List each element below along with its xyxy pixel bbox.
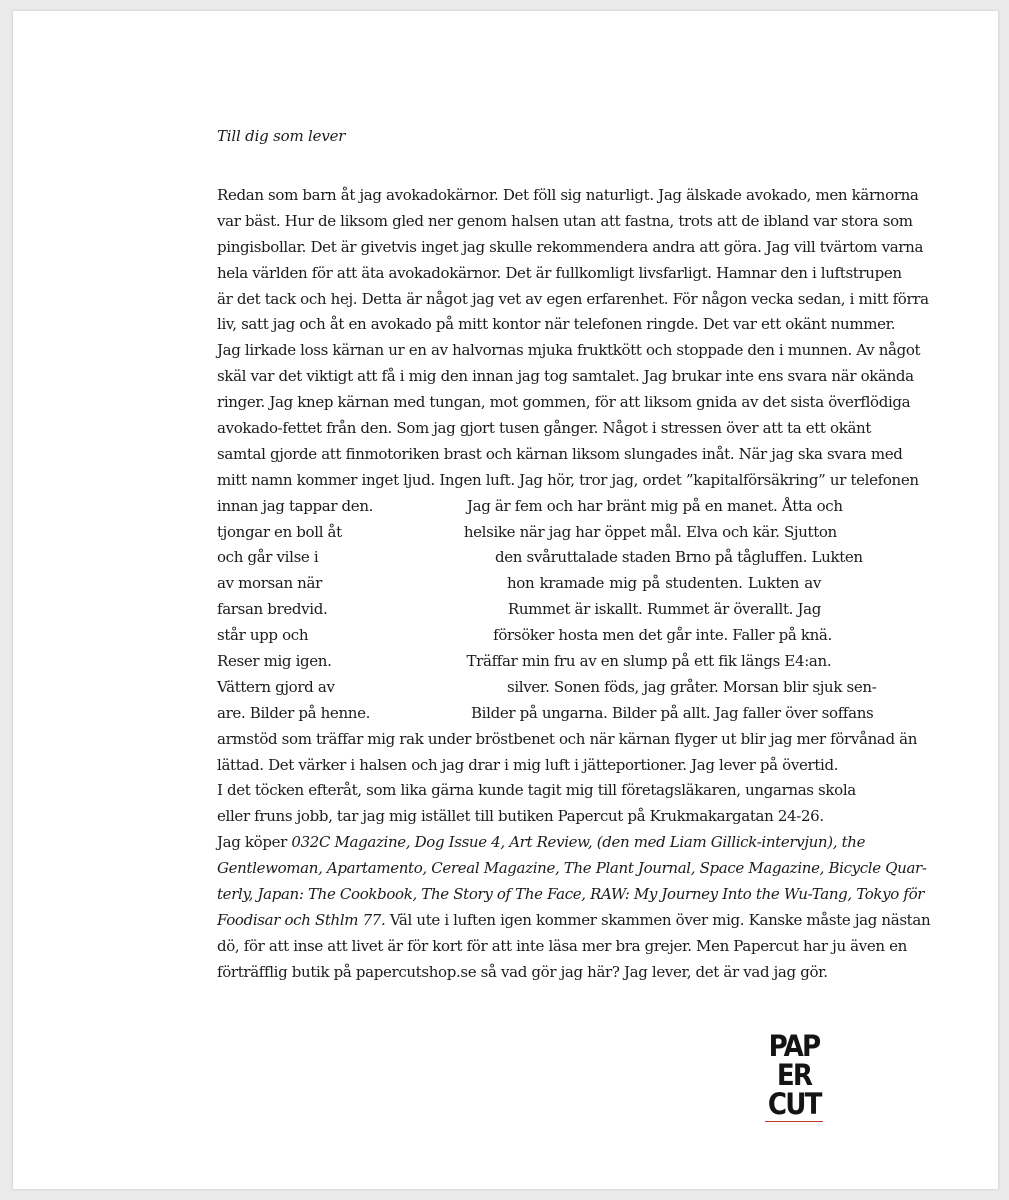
magazine-titles: 032C Magazine, Dog Issue 4, Art Review, (den med Liam Gillick-intervjun), the [291, 833, 866, 852]
magazine-titles: Foodisar och Sthlm 77. [217, 910, 386, 929]
logo-text-line: ER [776, 1058, 812, 1092]
split-left-text: står upp och [217, 626, 309, 645]
split-right-text: silver. Sonen föds, jag gråter. Morsan blir sjuk sen- [507, 677, 877, 696]
text-line: Jag lirkade loss kärnan ur en av halvornas mjuka fruktkött och stoppade den i munnen. Av något [217, 341, 921, 360]
text-segment: Jag köper [217, 833, 292, 852]
body-text [217, 183, 931, 986]
split-line [217, 675, 877, 701]
split-line [217, 545, 863, 571]
logo-text-line: PAP [768, 1029, 820, 1063]
magazine-line [217, 830, 866, 856]
split-line [217, 649, 832, 675]
split-left-text: och går vilse i [217, 548, 319, 567]
split-line [217, 623, 832, 649]
split-right-text: Bilder på ungarna. Bilder på allt. Jag faller över soffans [471, 703, 874, 722]
split-line [217, 494, 843, 520]
split-left-text: are. Bilder på henne. [217, 703, 371, 722]
split-right-text: Träffar min fru av en slump på ett fik längs E4:an. [466, 652, 832, 671]
text-line: liv, satt jag och åt en avokado på mitt kontor när telefonen ringde. Det var ett okänt nummer. [217, 315, 896, 334]
text-segment: Väl ute i luften igen kommer skammen över mig. Kanske måste jag nästan [385, 910, 931, 929]
text-line: är det tack och hej. Detta är något jag vet av egen erfarenhet. För någon vecka sedan, i mitt förra [217, 289, 929, 308]
text-line: hela världen för att äta avokadokärnor. Det är fullkomligt livsfarligt. Hamnar den i luftstrupen [217, 263, 902, 282]
split-right-text: Rummet är iskallt. Rummet är överallt. Jag [507, 600, 821, 619]
document-page [13, 11, 998, 1189]
logo-text-line: CUT [767, 1087, 821, 1121]
text-line: Redan som barn åt jag avokadokärnor. Det föll sig naturligt. Jag älskade avokado, men kärnorna [217, 186, 919, 204]
text-line: samtal gjorde att finmotoriken brast och kärnan liksom slungades inåt. När jag ska svara med [217, 444, 903, 463]
magazine-titles: Gentlewoman, Apartamento, Cereal Magazine, The Plant Journal, Space Magazine, Bicycle Quar- [217, 859, 927, 878]
split-right-text: helsike när jag har öppet mål. Elva och kär. Sjutton [463, 522, 837, 541]
split-line [217, 520, 837, 546]
text-line: mitt namn kommer inget ljud. Ingen luft. Jag hör, tror jag, ordet ”kapitalförsäkring” ur telefonen [217, 470, 919, 489]
split-right-text: försöker hosta men det går inte. Faller på knä. [493, 626, 832, 645]
papercut-logo [765, 1029, 823, 1122]
text-line: ringer. Jag knep kärnan med tungan, mot gommen, för att liksom gnida av det sista överflödiga [217, 393, 911, 412]
magazine-line [217, 908, 931, 934]
text-line: var bäst. Hur de liksom gled ner genom halsen utan att fastna, trots att de ibland var stora som [217, 211, 913, 230]
text-line: avokado-fettet från den. Som jag gjort tusen gånger. Något i stressen över att ta ett okänt [217, 419, 872, 438]
split-line [217, 701, 874, 727]
split-line [217, 571, 821, 597]
split-left-text: Reser mig igen. [217, 652, 332, 671]
text-line: dö, för att inse att livet är för kort för att inte läsa mer bra grejer. Men Papercut har ju även en [217, 936, 907, 955]
split-left-text: Vättern gjord av [217, 677, 335, 696]
split-right-text: Jag är fem och har bränt mig på en manet. Åtta och [467, 496, 843, 515]
split-left-text: farsan bredvid. [217, 600, 328, 619]
text-line: armstöd som träffar mig rak under bröstbenet och när kärnan flyger ut blir jag mer förvånad än [217, 729, 918, 748]
text-line: eller fruns jobb, tar jag mig istället till butiken Papercut på Krukmakargatan 24-26. [217, 807, 824, 826]
text-line: förträfflig butik på papercutshop.se så vad gör jag här? Jag lever, det är vad jag gör. [217, 962, 828, 981]
split-left-text: tjongar en boll åt [217, 522, 342, 541]
split-right-text: den svåruttalade staden Brno på tågluffen. Lukten [495, 548, 863, 567]
text-line: pingisbollar. Det är givetvis inget jag skulle rekommendera andra att göra. Jag vill tvärtom varna [217, 237, 924, 256]
magazine-titles: terly, Japan: The Cookbook, The Story of The Face, RAW: My Journey Into the Wu-Tang, Tokyo för [217, 885, 925, 904]
logo-underline [765, 1121, 823, 1122]
split-line [217, 597, 821, 623]
salutation: Till dig som lever [217, 127, 346, 145]
split-left-text: av morsan när [217, 574, 322, 593]
text-line: lättad. Det värker i halsen och jag drar i mig luft i jätteportioner. Jag lever på övertid. [217, 755, 839, 774]
text-line: skäl var det viktigt att få i mig den innan jag tog samtalet. Jag brukar inte ens svara när okända [217, 367, 914, 386]
split-right-text: hon kramade mig på studenten. Lukten av [507, 574, 821, 593]
split-left-text: innan jag tappar den. [217, 496, 374, 515]
text-line: I det töcken efteråt, som lika gärna kunde tagit mig till företagsläkaren, ungarnas skola [217, 781, 856, 800]
